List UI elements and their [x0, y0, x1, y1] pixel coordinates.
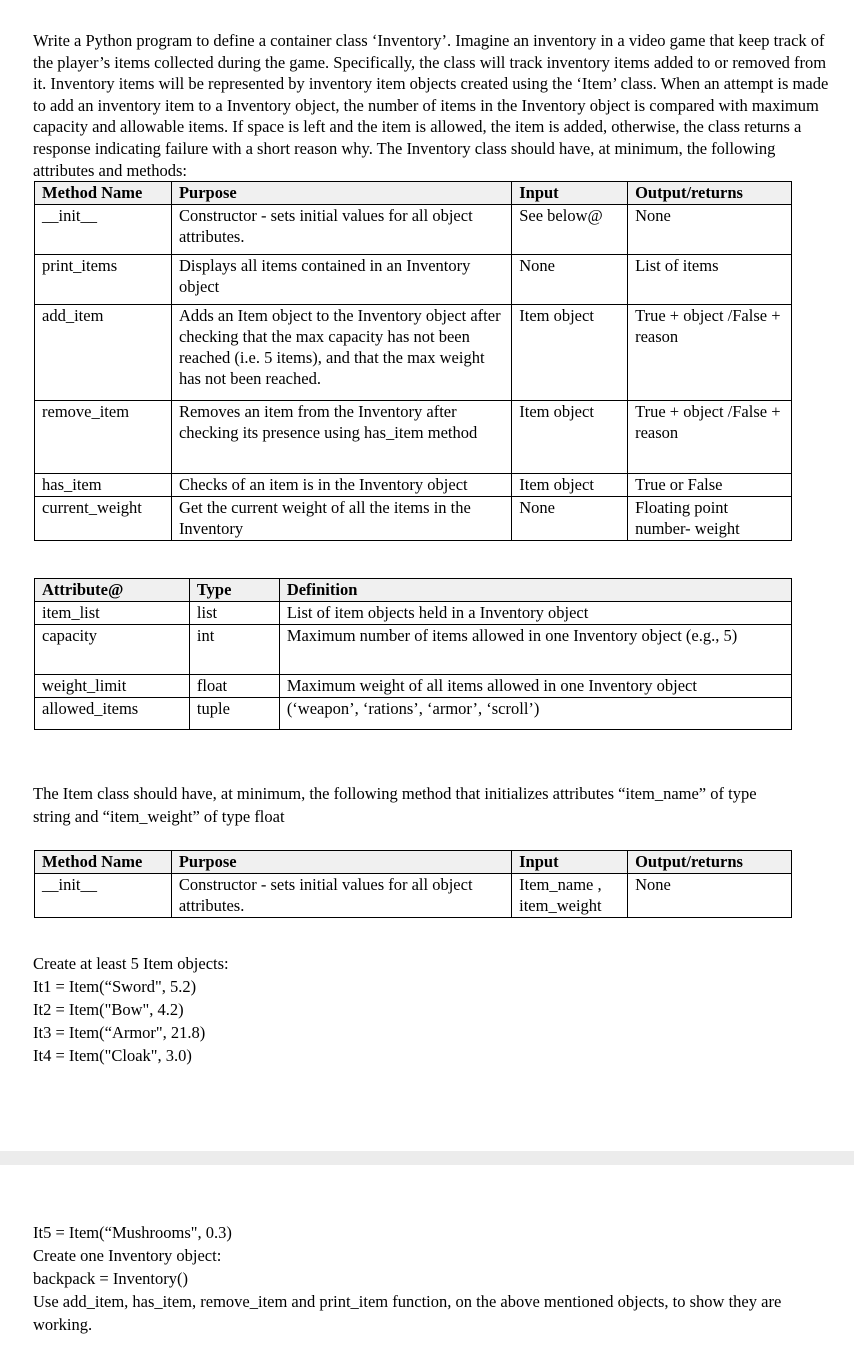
table-cell: Item object	[512, 474, 628, 497]
inventory-methods-table	[34, 181, 792, 541]
table-cell: Get the current weight of all the items in the Inventory	[171, 497, 511, 541]
table-cell: Checks of an item is in the Inventory object	[171, 474, 511, 497]
column-header: Output/returns	[628, 851, 792, 874]
code-block-part1	[33, 952, 229, 1067]
table-cell: None	[628, 874, 792, 918]
table-row	[35, 497, 792, 541]
table-cell: List of item objects held in a Inventory object	[279, 602, 791, 625]
table-cell: capacity	[35, 625, 190, 675]
code-line: It2 = Item("Bow", 4.2)	[33, 1000, 184, 1019]
table-cell: Maximum number of items allowed in one Inventory object (e.g., 5)	[279, 625, 791, 675]
instruction-line: Use add_item, has_item, remove_item and print_item function, on the above mentioned objects, to show they are working.	[33, 1292, 782, 1334]
table-cell: add_item	[35, 305, 172, 401]
table-cell: float	[189, 675, 279, 698]
code-line: backpack = Inventory()	[33, 1269, 188, 1288]
table-cell: Constructor - sets initial values for all object attributes.	[171, 874, 511, 918]
item-methods-table	[34, 850, 792, 918]
table-cell: __init__	[35, 874, 172, 918]
table-row	[35, 255, 792, 305]
table-cell: item_list	[35, 602, 190, 625]
table-cell: list	[189, 602, 279, 625]
column-header: Method Name	[35, 182, 172, 205]
table-row	[35, 305, 792, 401]
column-header: Input	[512, 851, 628, 874]
table-row	[35, 874, 792, 918]
code-line: It3 = Item(“Armor", 21.8)	[33, 1023, 206, 1042]
table-row	[35, 698, 792, 730]
column-header: Type	[189, 579, 279, 602]
code-line: It5 = Item(“Mushrooms", 0.3)	[33, 1223, 232, 1242]
table-cell: Adds an Item object to the Inventory object after checking that the max capacity has not been reached (i.e. 5 items), and that the max weight has not been reached.	[171, 305, 511, 401]
table-cell: __init__	[35, 205, 172, 255]
table-cell: See below@	[512, 205, 628, 255]
table-row	[35, 675, 792, 698]
table-cell: int	[189, 625, 279, 675]
table-cell: current_weight	[35, 497, 172, 541]
table-cell: Maximum weight of all items allowed in one Inventory object	[279, 675, 791, 698]
table-cell: has_item	[35, 474, 172, 497]
code-block-part2	[33, 1221, 838, 1336]
table-header-row	[35, 851, 792, 874]
table-row	[35, 625, 792, 675]
table-cell: Removes an item from the Inventory after checking its presence using has_item method	[171, 401, 511, 474]
table-cell: Constructor - sets initial values for all object attributes.	[171, 205, 511, 255]
table-cell: Floating point number- weight	[628, 497, 792, 541]
table-cell: List of items	[628, 255, 792, 305]
table-cell: True + object /False + reason	[628, 305, 792, 401]
table-row	[35, 474, 792, 497]
table-cell: remove_item	[35, 401, 172, 474]
table-cell: None	[628, 205, 792, 255]
column-header: Purpose	[171, 182, 511, 205]
table-cell: Item object	[512, 305, 628, 401]
item-class-description: The Item class should have, at minimum, the following method that initializes attributes “item_name” of type string and “item_weight” of type float	[33, 784, 757, 826]
table-cell: print_items	[35, 255, 172, 305]
table-cell: Item object	[512, 401, 628, 474]
table-header-row	[35, 579, 792, 602]
table-row	[35, 602, 792, 625]
page-divider	[0, 1151, 854, 1165]
table-cell: True + object /False + reason	[628, 401, 792, 474]
table-row	[35, 205, 792, 255]
table-cell: None	[512, 255, 628, 305]
column-header: Input	[512, 182, 628, 205]
table-header-row	[35, 182, 792, 205]
table-cell: True or False	[628, 474, 792, 497]
code-line: It4 = Item("Cloak", 3.0)	[33, 1046, 192, 1065]
code-line: Create one Inventory object:	[33, 1246, 222, 1265]
table-cell: None	[512, 497, 628, 541]
column-header: Output/returns	[628, 182, 792, 205]
table-cell: weight_limit	[35, 675, 190, 698]
table-cell: (‘weapon’, ‘rations’, ‘armor’, ‘scroll’)	[279, 698, 791, 730]
table-cell: allowed_items	[35, 698, 190, 730]
table-cell: Displays all items contained in an Inventory object	[171, 255, 511, 305]
column-header: Definition	[279, 579, 791, 602]
intro-paragraph: Write a Python program to define a container class ‘Inventory’. Imagine an inventory in a video game that keep track of the player’s items collected during the game. Specifically, the class will track inventory items added to or removed from it. Inventory items will be represented by inventory item objects created using the ‘Item’ class. When an attempt is made to add an inventory item to a Inventory object, the number of items in the Inventory object is compared with maximum capacity and allowable items. If space is left and the item is allowed, the item is added, otherwise, the class returns a response indicating failure with a short reason why. The Inventory class should have, at minimum, the following attributes and methods:	[33, 31, 829, 180]
table-row	[35, 401, 792, 474]
table-cell: Item_name , item_weight	[512, 874, 628, 918]
column-header: Method Name	[35, 851, 172, 874]
column-header: Purpose	[171, 851, 511, 874]
inventory-attributes-table	[34, 578, 792, 730]
code-line: It1 = Item(“Sword", 5.2)	[33, 977, 197, 996]
table-cell: tuple	[189, 698, 279, 730]
column-header: Attribute@	[35, 579, 190, 602]
code-line: Create at least 5 Item objects:	[33, 954, 229, 973]
